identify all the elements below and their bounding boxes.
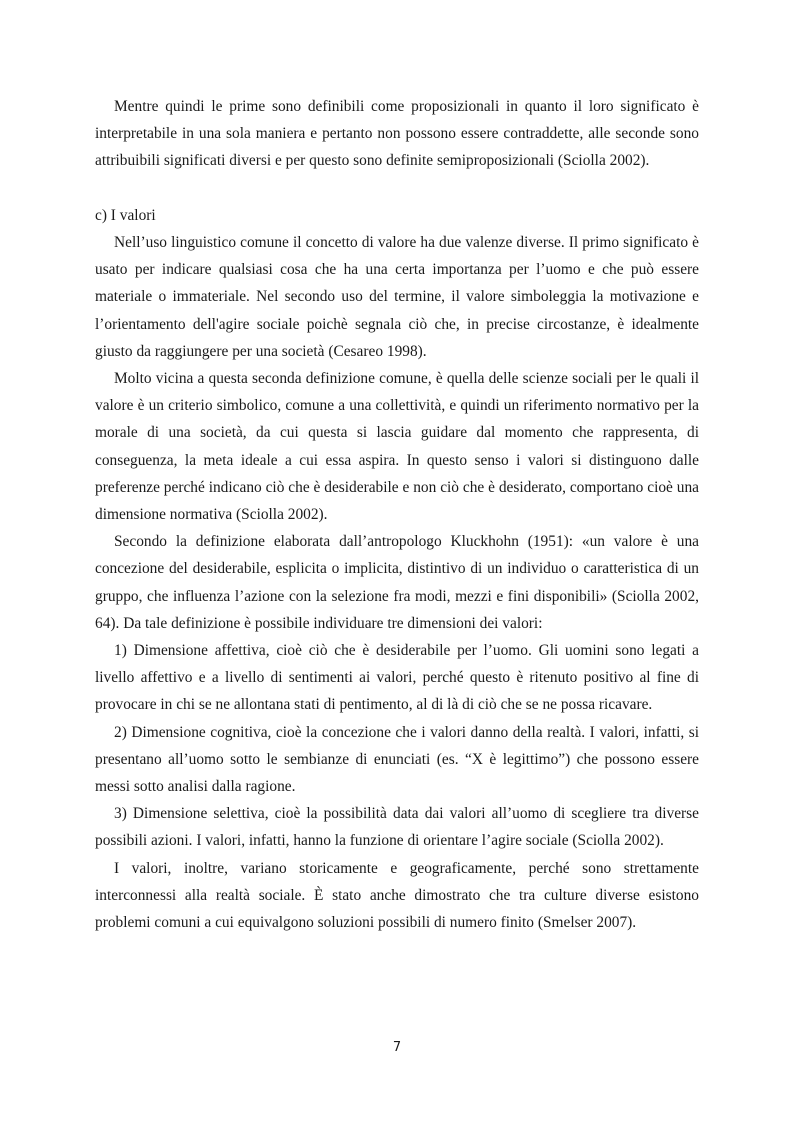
- paragraph-linguistic-use: Nell’uso linguistico comune il concetto di valore ha due valenze diverse. Il primo significato è usato per indicare qualsiasi cosa che ha una certa importanza per l’uomo e che può essere materiale o immateriale. Nel secondo uso del termine, il valore simboleggia la motivazione e l’orientamento dell'agire sociale poichè segnala ciò che, in precise circostanze, è idealmente giusto da raggiungere per una società (Cesareo 1998).: [95, 234, 699, 360]
- paragraph-selective-dimension: 3) Dimensione selettiva, cioè la possibilità data dai valori all’uomo di scegliere tra diverse possibili azioni. I valori, infatti, hanno la funzione di orientare l’agire sociale (Sciolla 2002).: [95, 805, 699, 850]
- paragraph-propositional: Mentre quindi le prime sono definibili come proposizionali in quanto il loro significato è interpretabile in una sola maniera e pertanto non possono essere contraddette, alle seconde sono attribuibili significati diversi e per questo sono definite semiproposizionali (Sciolla 2002).: [95, 98, 699, 170]
- body-text: [95, 93, 699, 936]
- paragraph-kluckhohn-definition: Secondo la definizione elaborata dall’antropologo Kluckhohn (1951): «un valore è una concezione del desiderabile, esplicita o implicita, distintivo di un individuo o caratteristica di un gruppo, che influenza l’azione con la selezione fra modi, mezzi e fini disponibili» (Sciolla 2002, 64). Da tale definizione è possibile individuare tre dimensioni dei valori:: [95, 533, 699, 632]
- paragraph-social-sciences: Molto vicina a questa seconda definizione comune, è quella delle scienze sociali per le quali il valore è un criterio simbolico, comune a una collettività, e quindi un riferimento normativo per la morale di una società, da cui questa si lascia guidare dal momento che rappresenta, di conseguenza, la meta ideale a cui essa aspira. In questo senso i valori si distinguono dalle preferenze perché indicano ciò che è desiderabile e non ciò che è desiderato, comportano cioè una dimensione normativa (Sciolla 2002).: [95, 370, 699, 524]
- paragraph-historical-variation: I valori, inoltre, variano storicamente e geograficamente, perché sono strettamente interconnessi alla realtà sociale. È stato anche dimostrato che tra culture diverse esistono problemi comuni a cui equivalgono soluzioni possibili di numero finito (Smelser 2007).: [95, 859, 699, 932]
- paragraph-cognitive-dimension: 2) Dimensione cognitiva, cioè la concezione che i valori danno della realtà. I valori, infatti, si presentano all’uomo sotto le sembianze di enunciati (es. “X è legittimo”) che possono essere messi sotto analisi dalla ragione.: [95, 723, 699, 796]
- paragraph-affective-dimension: 1) Dimensione affettiva, cioè ciò che è desiderabile per l’uomo. Gli uomini sono legati a livello affettivo e a livello di sentimenti ai valori, perché questo è ritenuto positivo al fine di provocare in chi se ne allontana stati di pentimento, al di là di ciò che se ne possa ricavare.: [95, 642, 699, 714]
- section-heading-valori: c) I valori: [95, 206, 156, 224]
- page-number: 7: [392, 1040, 402, 1055]
